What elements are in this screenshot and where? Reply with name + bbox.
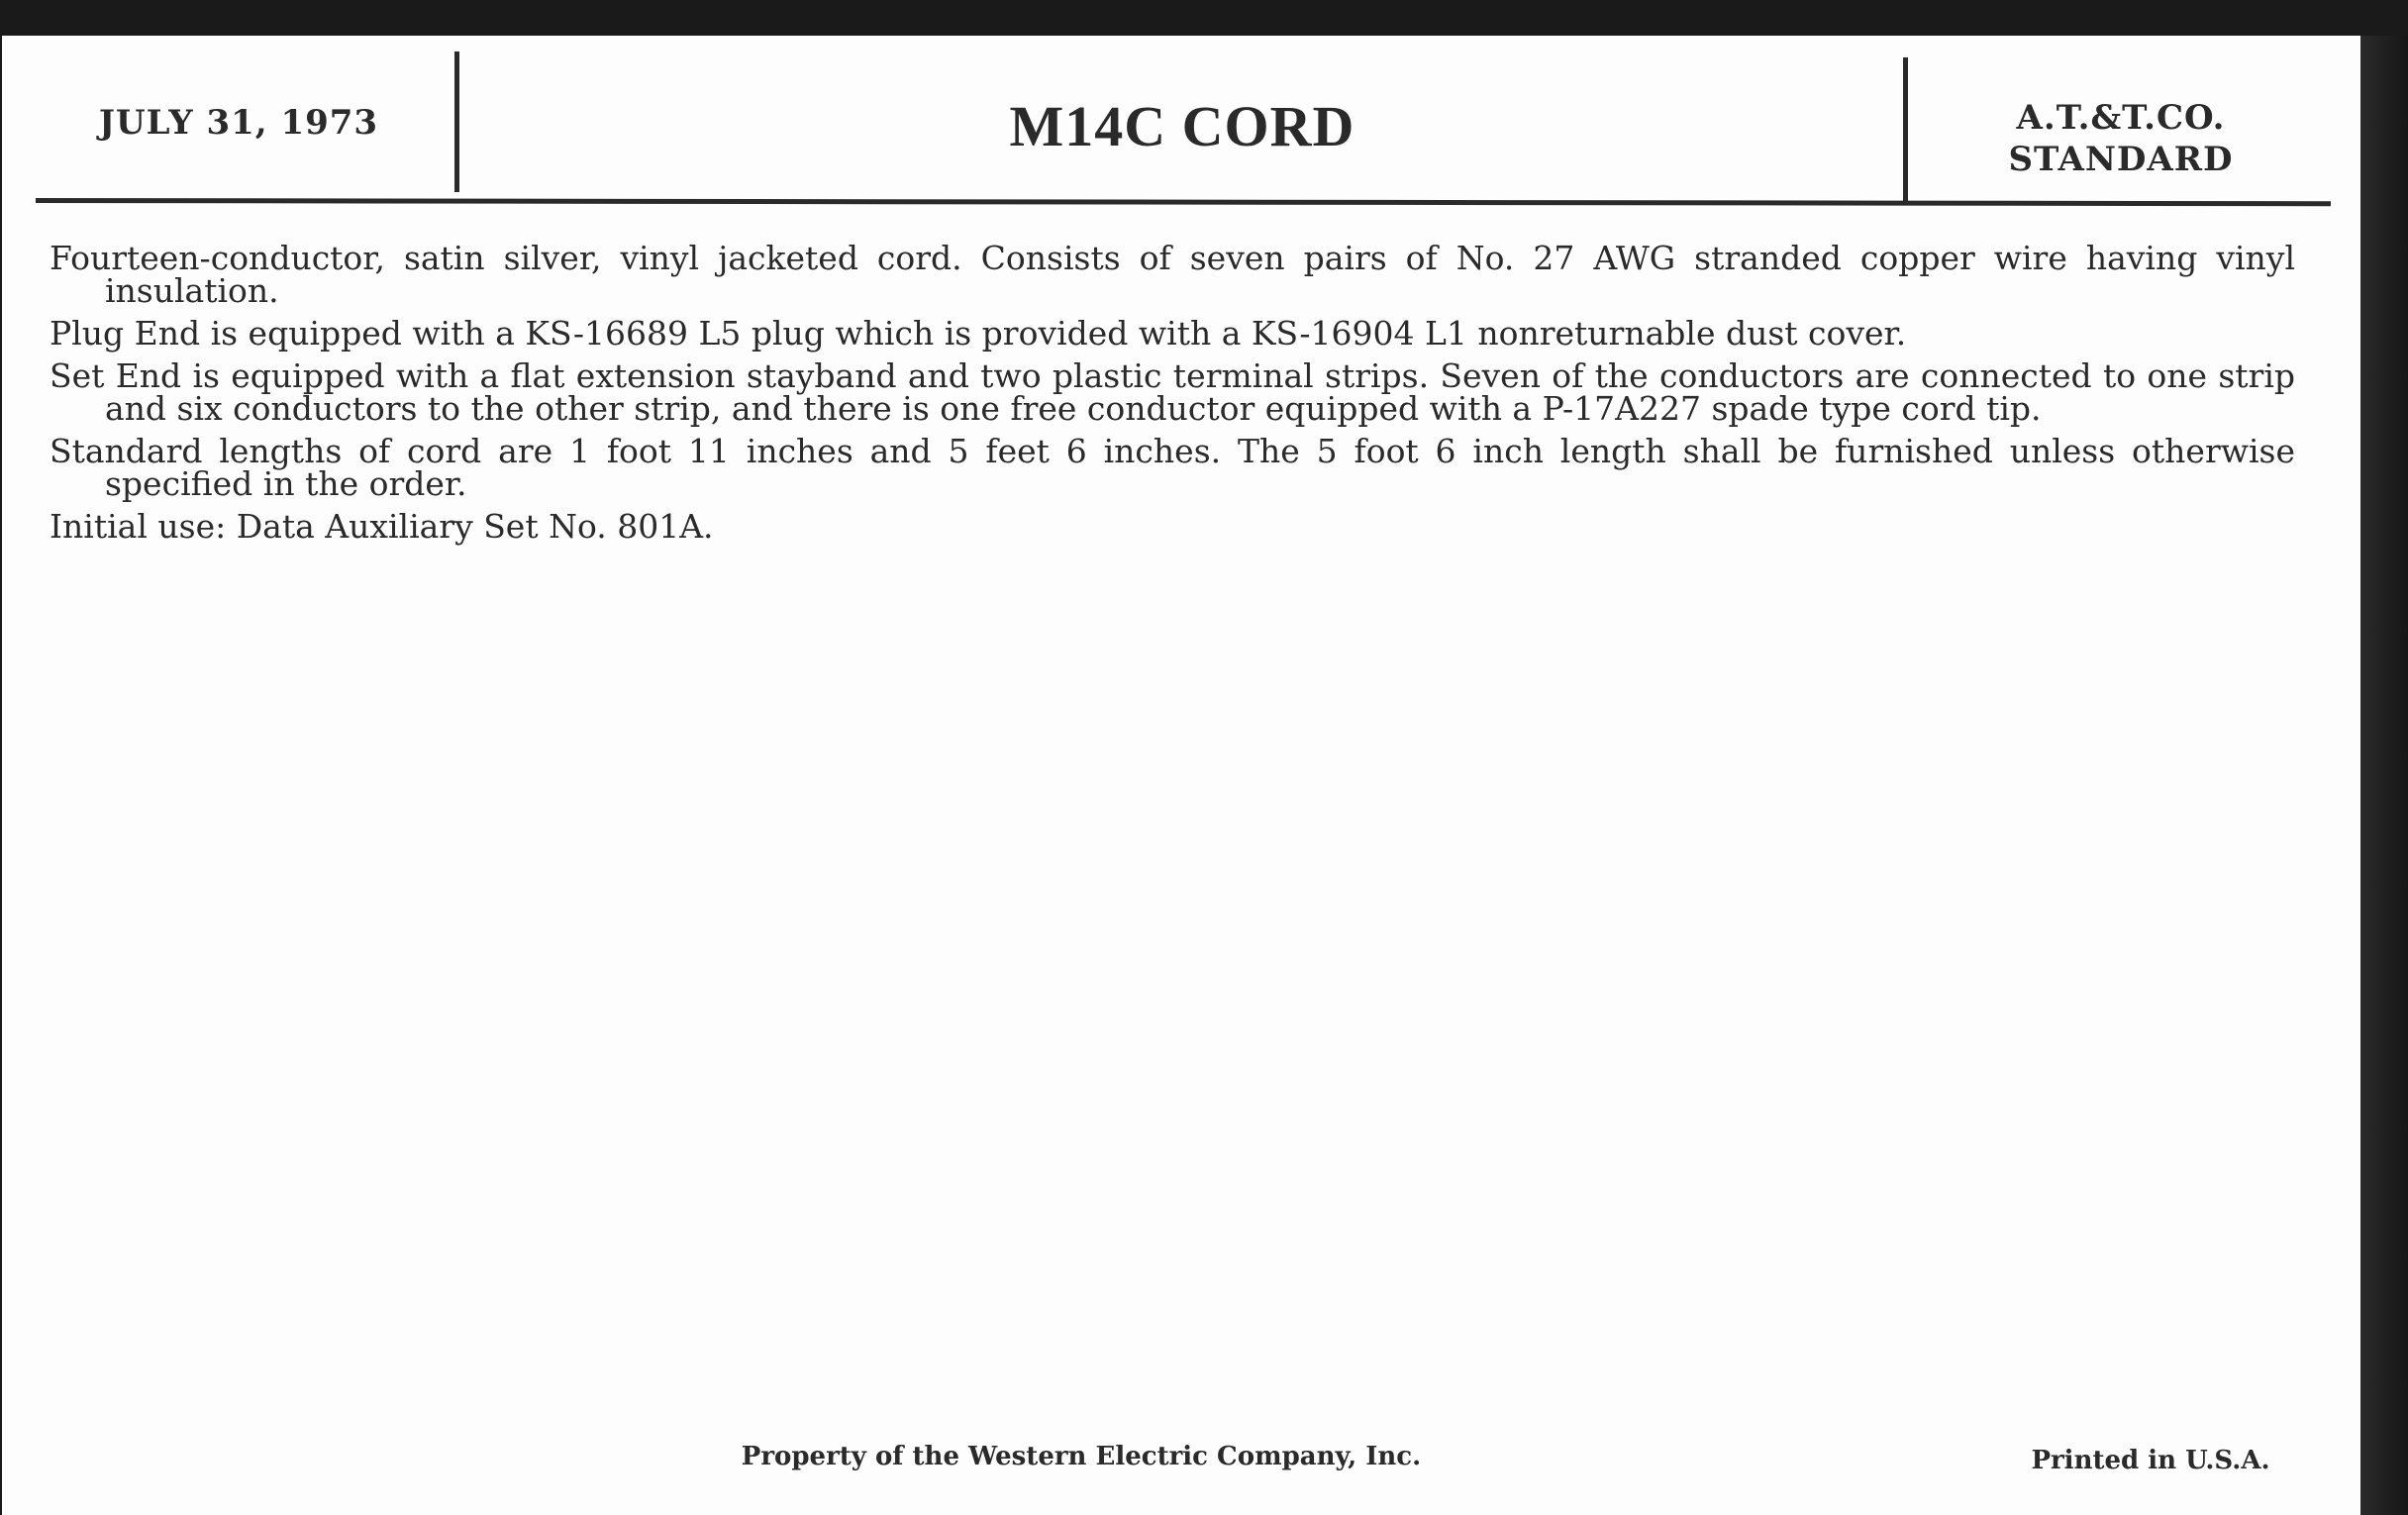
paragraph-initial-use: Initial use: Data Auxiliary Set No. 801A. [50,507,714,546]
footer-printed: Printed in U.S.A. [2031,1446,2270,1475]
header-org-line2: STANDARD [2008,140,2234,179]
header [36,36,2331,210]
paragraph-description: Fourteen-conductor, satin silver, vinyl jacketed cord. Consists of seven pairs of No. 27 AWG stranded copper wire having vinyl insulation. [50,239,2295,310]
scan-edge [2360,36,2408,1515]
paragraph-set-end: Set End is equipped with a flat extension stayband and two plastic terminal strips. Seven of the conductors are connected to one strip and six conductors to the other strip, and there is one free conductor equipped with a P-17A227 spade type cord tip. [50,356,2295,428]
header-date: JULY 31, 1973 [98,103,379,143]
header-org-line1: A.T.&T.CO. [2016,98,2226,138]
paragraph-lengths: Standard lengths of cord are 1 foot 11 inches and 5 feet 6 inches. The 5 foot 6 inch length shall be furnished unless otherwise specified in the order. [50,432,2295,503]
page-title: M14C CORD [1009,94,1355,158]
paragraph-plug-end: Plug End is equipped with a KS-16689 L5 plug which is provided with a KS-16904 L1 nonreturnable dust cover. [50,314,1907,353]
footer-property: Property of the Western Electric Company, Inc. [741,1442,1422,1471]
document-card [2,36,2360,1515]
body-text [50,239,2295,553]
header-org [1908,97,2334,180]
